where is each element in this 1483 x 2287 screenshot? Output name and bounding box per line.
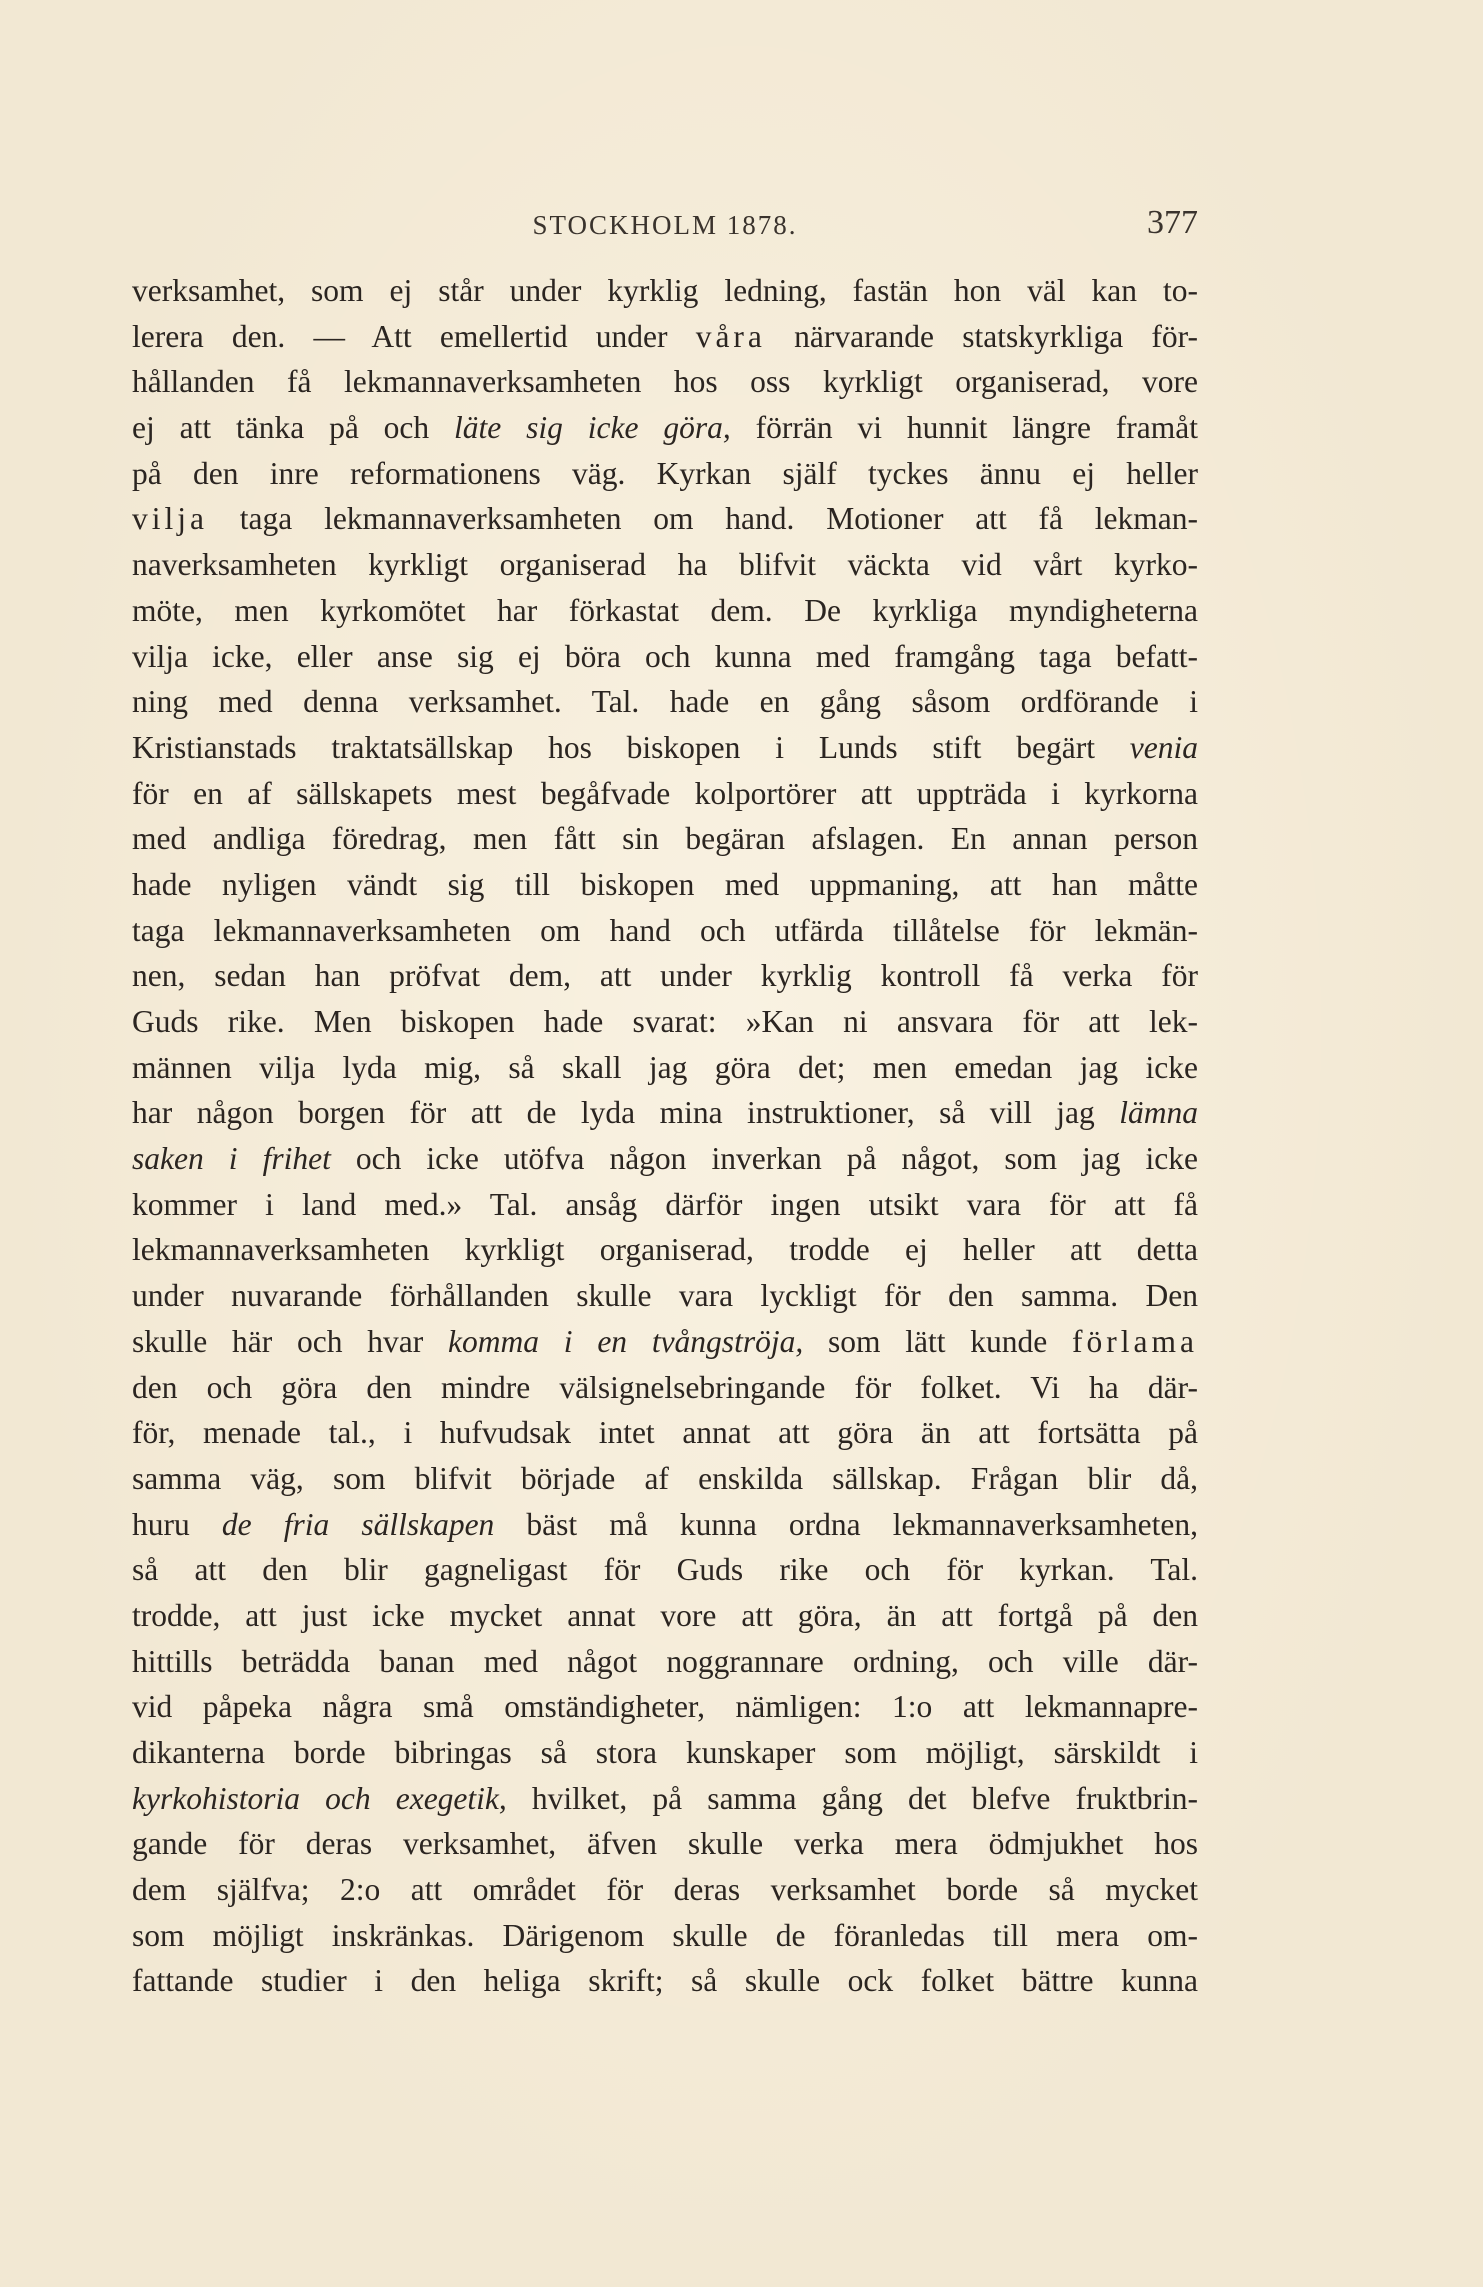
text-line [132, 1365, 1198, 1411]
text-line [132, 1182, 1198, 1228]
text-line [132, 496, 1198, 542]
text-segment: möte, men kyrkomötet har förkastat dem. De kyrkliga myndigheterna [132, 592, 1198, 628]
text-segment: den och göra den mindre välsignelsebringande för folket. Vi ha där- [132, 1369, 1198, 1405]
text-line [132, 908, 1198, 954]
text-segment: som lätt kunde [803, 1323, 1073, 1359]
text-segment: våra [695, 318, 766, 354]
text-segment: hade nyligen vändt sig till biskopen med uppmaning, att han måtte [132, 866, 1198, 902]
text-segment: så att den blir gagneligast för Guds rike och för kyrkan. Tal. [132, 1552, 1198, 1588]
text-line [132, 999, 1198, 1045]
text-line [132, 1090, 1198, 1136]
italic-text: saken i frihet [132, 1141, 331, 1177]
text-line [132, 1730, 1198, 1776]
text-segment: ning med denna verksamhet. Tal. hade en gång såsom ordförande i [132, 684, 1198, 720]
text-segment: vid påpeka några små omständigheter, nämligen: 1:o att lekmannapre- [132, 1689, 1198, 1725]
running-title: STOCKHOLM 1878. [532, 210, 798, 240]
text-segment: och icke utöfva någon inverkan på något, som jag icke [330, 1141, 1198, 1177]
text-segment: huru [132, 1506, 222, 1542]
text-segment: för en af sällskapets mest begåfvade kolportörer att uppträda i kyrkorna [132, 775, 1198, 811]
text-segment: skulle här och hvar [132, 1323, 449, 1359]
text-line [132, 1867, 1198, 1913]
text-segment: vilja icke, eller anse sig ej böra och kunna med framgång taga befatt- [132, 638, 1198, 674]
text-segment: Guds rike. Men biskopen hade svarat: »Kan ni ansvara för att lek- [132, 1004, 1198, 1039]
text-line [132, 359, 1198, 405]
text-segment: taga lekmannaverksamheten om hand. Motioner att få lekman- [208, 501, 1198, 537]
italic-text: de fria sällskapen [221, 1506, 495, 1542]
text-line [132, 862, 1198, 908]
text-segment: förlama [1072, 1323, 1198, 1359]
text-segment: trodde, att just icke mycket annat vore att göra, än att fortgå på den [132, 1597, 1198, 1633]
text-line [132, 1547, 1198, 1593]
text-segment: samma väg, som blifvit började af enskilda sällskap. Frågan blir då, [132, 1460, 1198, 1496]
text-segment: med andliga föredrag, men fått sin begäran afslagen. En annan person [132, 821, 1198, 857]
text-line [132, 771, 1198, 817]
text-segment: bäst må kunna ordna lekmannaverksamheten, [494, 1506, 1198, 1542]
text-line [132, 268, 1198, 314]
text-line [132, 816, 1198, 862]
text-segment: vilja [132, 501, 208, 537]
text-segment: har någon borgen för att de lyda mina instruktioner, så vill jag [132, 1095, 1120, 1131]
text-line [132, 1319, 1198, 1365]
text-segment: förrän vi hunnit längre framåt [730, 410, 1198, 446]
text-line [132, 451, 1198, 497]
text-line [132, 1958, 1198, 2004]
text-line [132, 1776, 1198, 1822]
text-segment: lekmannaverksamheten kyrkligt organiserad, trodde ej heller att detta [132, 1232, 1198, 1268]
text-segment: dikanterna borde bibringas så stora kunskaper som möjligt, särskildt i [132, 1735, 1198, 1770]
text-line [132, 1227, 1198, 1273]
text-line [132, 1593, 1198, 1639]
page-header [132, 204, 1198, 254]
text-line [132, 1456, 1198, 1502]
text-segment: taga lekmannaverksamheten om hand och utfärda tillåtelse för lekmän- [132, 912, 1198, 948]
text-line [132, 1273, 1198, 1319]
text-segment: på den inre reformationens väg. Kyrkan själf tyckes ännu ej heller [132, 455, 1198, 491]
text-segment: närvarande statskyrkliga för- [765, 318, 1198, 354]
page-number: 377 [1147, 204, 1198, 241]
text-line [132, 1639, 1198, 1685]
text-segment: gande för deras verksamhet, äfven skulle verka mera ödmjukhet hos [132, 1826, 1198, 1862]
italic-text: venia [1129, 729, 1198, 765]
text-segment: verksamhet, som ej står under kyrklig ledning, fastän hon väl kan to- [132, 273, 1198, 308]
text-line [132, 1684, 1198, 1730]
italic-text: kyrkohistoria och exegetik, [132, 1780, 507, 1816]
text-segment: naverksamheten kyrkligt organiserad ha blifvit väckta vid vårt kyrko- [132, 547, 1198, 583]
text-line [132, 953, 1198, 999]
italic-text: lämna [1119, 1095, 1198, 1131]
text-segment: ej att tänka på och [132, 410, 455, 446]
text-segment: hittills beträdda banan med något noggrannare ordning, och ville där- [132, 1643, 1198, 1679]
text-segment: Kristianstads traktatsällskap hos biskopen i Lunds stift begärt [132, 729, 1130, 765]
text-segment: hållanden få lekmannaverksamheten hos oss kyrkligt organiserad, vore [132, 364, 1198, 400]
text-segment: för, menade tal., i hufvudsak intet annat att göra än att fortsätta på [132, 1415, 1198, 1451]
text-line [132, 1136, 1198, 1182]
text-line [132, 725, 1198, 771]
body-text [132, 268, 1198, 2004]
text-line [132, 1502, 1198, 1548]
text-line [132, 1821, 1198, 1867]
text-line [132, 314, 1198, 360]
text-line [132, 588, 1198, 634]
text-line [132, 1410, 1198, 1456]
text-line [132, 405, 1198, 451]
text-line [132, 634, 1198, 680]
text-segment: som möjligt inskränkas. Därigenom skulle de föranledas till mera om- [132, 1917, 1198, 1953]
text-line [132, 679, 1198, 725]
italic-text: läte sig icke göra, [454, 410, 731, 446]
text-segment: dem själfva; 2:o att området för deras verksamhet borde så mycket [132, 1872, 1198, 1908]
text-segment: männen vilja lyda mig, så skall jag göra det; men emedan jag icke [132, 1049, 1198, 1085]
text-segment: lerera den. — Att emellertid under [132, 318, 696, 354]
text-segment: fattande studier i den heliga skrift; så skulle ock folket bättre kunna [132, 1963, 1198, 1999]
text-line [132, 1913, 1198, 1959]
text-segment: under nuvarande förhållanden skulle vara lyckligt för den samma. Den [132, 1278, 1198, 1314]
italic-text: komma i en tvångströja, [448, 1323, 804, 1359]
text-segment: nen, sedan han pröfvat dem, att under kyrklig kontroll få verka för [132, 958, 1198, 994]
text-line [132, 542, 1198, 588]
text-segment: kommer i land med.» Tal. ansåg därför ingen utsikt vara för att få [132, 1186, 1198, 1222]
text-segment: hvilket, på samma gång det blefve fruktbrin- [506, 1780, 1198, 1816]
text-line [132, 1045, 1198, 1091]
